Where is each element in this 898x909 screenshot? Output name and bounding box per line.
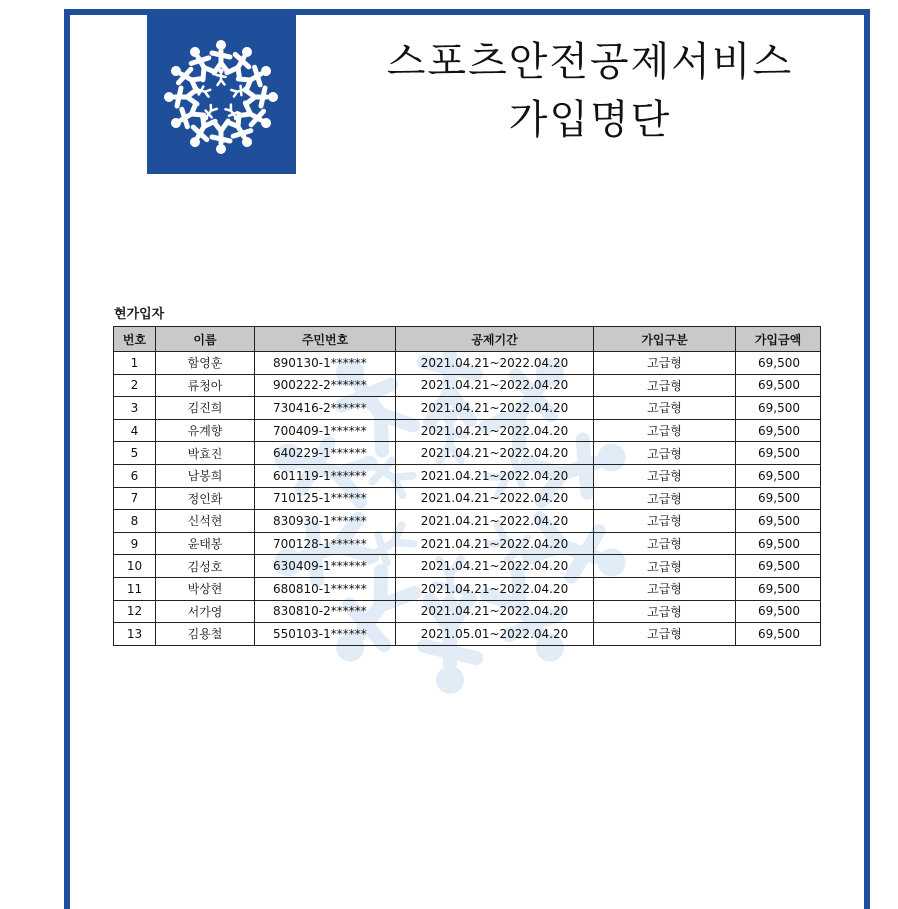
member-name-cell: 신석현	[156, 510, 255, 533]
table-header-row	[114, 327, 821, 352]
member-name-cell: 류청아	[156, 374, 255, 397]
coverage-period-cell: 2021.04.21~2022.04.20	[396, 419, 594, 442]
plan-type-cell: 고급형	[594, 555, 736, 578]
table-row	[114, 577, 821, 600]
resident-number-cell: 680810-1******	[255, 577, 396, 600]
premium-amount-cell: 69,500	[736, 419, 821, 442]
page-title: 스포츠안전공제서비스	[386, 39, 794, 85]
row-number-cell: 7	[114, 487, 156, 510]
member-name-cell: 서가영	[156, 600, 255, 623]
coverage-period-cell: 2021.04.21~2022.04.20	[396, 464, 594, 487]
table-row	[114, 419, 821, 442]
column-header: 주민번호	[255, 327, 396, 352]
plan-type-cell: 고급형	[594, 532, 736, 555]
coverage-period-cell: 2021.04.21~2022.04.20	[396, 577, 594, 600]
row-number-cell: 6	[114, 464, 156, 487]
resident-number-cell: 890130-1******	[255, 352, 396, 375]
plan-type-cell: 고급형	[594, 510, 736, 533]
member-name-cell: 윤태봉	[156, 532, 255, 555]
premium-amount-cell: 69,500	[736, 487, 821, 510]
plan-type-cell: 고급형	[594, 577, 736, 600]
plan-type-cell: 고급형	[594, 352, 736, 375]
table-row	[114, 442, 821, 465]
row-number-cell: 10	[114, 555, 156, 578]
member-name-cell: 박효진	[156, 442, 255, 465]
table-row	[114, 600, 821, 623]
row-number-cell: 13	[114, 623, 156, 646]
row-number-cell: 1	[114, 352, 156, 375]
resident-number-cell: 700409-1******	[255, 419, 396, 442]
member-name-cell: 정인화	[156, 487, 255, 510]
table-row	[114, 532, 821, 555]
row-number-cell: 2	[114, 374, 156, 397]
table-row	[114, 464, 821, 487]
table-row	[114, 352, 821, 375]
table-row	[114, 397, 821, 420]
coverage-period-cell: 2021.04.21~2022.04.20	[396, 555, 594, 578]
resident-number-cell: 630409-1******	[255, 555, 396, 578]
premium-amount-cell: 69,500	[736, 577, 821, 600]
premium-amount-cell: 69,500	[736, 352, 821, 375]
coverage-period-cell: 2021.04.21~2022.04.20	[396, 352, 594, 375]
table-row	[114, 555, 821, 578]
member-name-cell: 박상현	[156, 577, 255, 600]
table-body	[114, 352, 821, 646]
premium-amount-cell: 69,500	[736, 532, 821, 555]
premium-amount-cell: 69,500	[736, 374, 821, 397]
table-row	[114, 487, 821, 510]
premium-amount-cell: 69,500	[736, 510, 821, 533]
resident-number-cell: 550103-1******	[255, 623, 396, 646]
member-name-cell: 함영훈	[156, 352, 255, 375]
member-name-cell: 남봉희	[156, 464, 255, 487]
premium-amount-cell: 69,500	[736, 397, 821, 420]
row-number-cell: 5	[114, 442, 156, 465]
plan-type-cell: 고급형	[594, 464, 736, 487]
column-header: 가입금액	[736, 327, 821, 352]
premium-amount-cell: 69,500	[736, 555, 821, 578]
member-name-cell: 김성호	[156, 555, 255, 578]
member-name-cell: 김용철	[156, 623, 255, 646]
plan-type-cell: 고급형	[594, 487, 736, 510]
coverage-period-cell: 2021.04.21~2022.04.20	[396, 600, 594, 623]
coverage-period-cell: 2021.04.21~2022.04.20	[396, 510, 594, 533]
resident-number-cell: 640229-1******	[255, 442, 396, 465]
row-number-cell: 4	[114, 419, 156, 442]
resident-number-cell: 601119-1******	[255, 464, 396, 487]
member-table	[113, 326, 821, 646]
coverage-period-cell: 2021.05.01~2022.04.20	[396, 623, 594, 646]
resident-number-cell: 730416-2******	[255, 397, 396, 420]
coverage-period-cell: 2021.04.21~2022.04.20	[396, 397, 594, 420]
column-header: 번호	[114, 327, 156, 352]
row-number-cell: 9	[114, 532, 156, 555]
plan-type-cell: 고급형	[594, 442, 736, 465]
premium-amount-cell: 69,500	[736, 442, 821, 465]
section-label: 현가입자	[114, 307, 165, 322]
premium-amount-cell: 69,500	[736, 464, 821, 487]
plan-type-cell: 고급형	[594, 623, 736, 646]
plan-type-cell: 고급형	[594, 374, 736, 397]
member-name-cell: 유계향	[156, 419, 255, 442]
resident-number-cell: 700128-1******	[255, 532, 396, 555]
row-number-cell: 3	[114, 397, 156, 420]
resident-number-cell: 710125-1******	[255, 487, 396, 510]
row-number-cell: 12	[114, 600, 156, 623]
resident-number-cell: 900222-2******	[255, 374, 396, 397]
column-header: 공제기간	[396, 327, 594, 352]
coverage-period-cell: 2021.04.21~2022.04.20	[396, 487, 594, 510]
premium-amount-cell: 69,500	[736, 623, 821, 646]
resident-number-cell: 830930-1******	[255, 510, 396, 533]
table-row	[114, 374, 821, 397]
coverage-period-cell: 2021.04.21~2022.04.20	[396, 374, 594, 397]
page-subtitle: 가입명단	[508, 97, 672, 143]
row-number-cell: 11	[114, 577, 156, 600]
row-number-cell: 8	[114, 510, 156, 533]
premium-amount-cell: 69,500	[736, 600, 821, 623]
table-row	[114, 623, 821, 646]
member-name-cell: 김진희	[156, 397, 255, 420]
resident-number-cell: 830810-2******	[255, 600, 396, 623]
people-circle-logo-icon	[147, 15, 296, 174]
column-header: 이름	[156, 327, 255, 352]
plan-type-cell: 고급형	[594, 600, 736, 623]
table-row	[114, 510, 821, 533]
plan-type-cell: 고급형	[594, 419, 736, 442]
plan-type-cell: 고급형	[594, 397, 736, 420]
column-header: 가입구분	[594, 327, 736, 352]
coverage-period-cell: 2021.04.21~2022.04.20	[396, 442, 594, 465]
coverage-period-cell: 2021.04.21~2022.04.20	[396, 532, 594, 555]
